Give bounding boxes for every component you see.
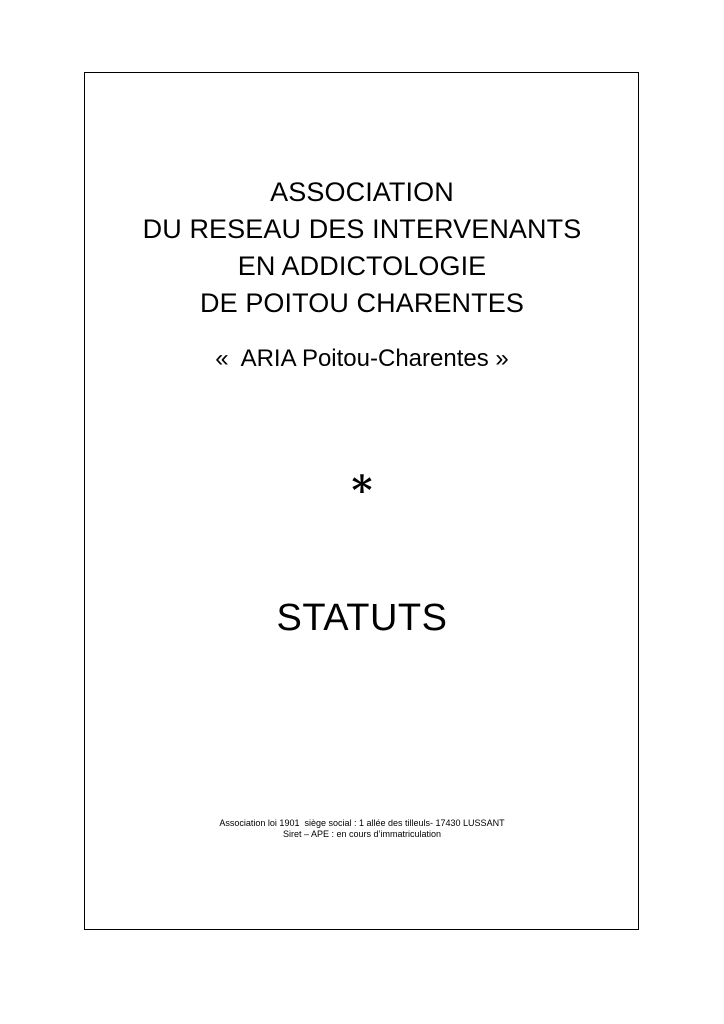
title-line: ASSOCIATION (270, 177, 454, 207)
footer-info (0, 818, 724, 840)
association-acronym: « ARIA Poitou-Charentes » (215, 345, 509, 372)
footer-address: Association loi 1901 siège social : 1 allée des tilleuls- 17430 LUSSANT (219, 818, 505, 828)
title-line: DU RESEAU DES INTERVENANTS (142, 214, 582, 244)
title-line: EN ADDICTOLOGIE (237, 251, 487, 281)
title-line: DE POITOU CHARENTES (200, 288, 524, 318)
association-title (0, 174, 724, 322)
document-heading: STATUTS (276, 597, 448, 639)
footer-registration: Siret – APE : en cours d’immatriculation (282, 829, 442, 839)
asterisk-separator: * (351, 467, 373, 514)
